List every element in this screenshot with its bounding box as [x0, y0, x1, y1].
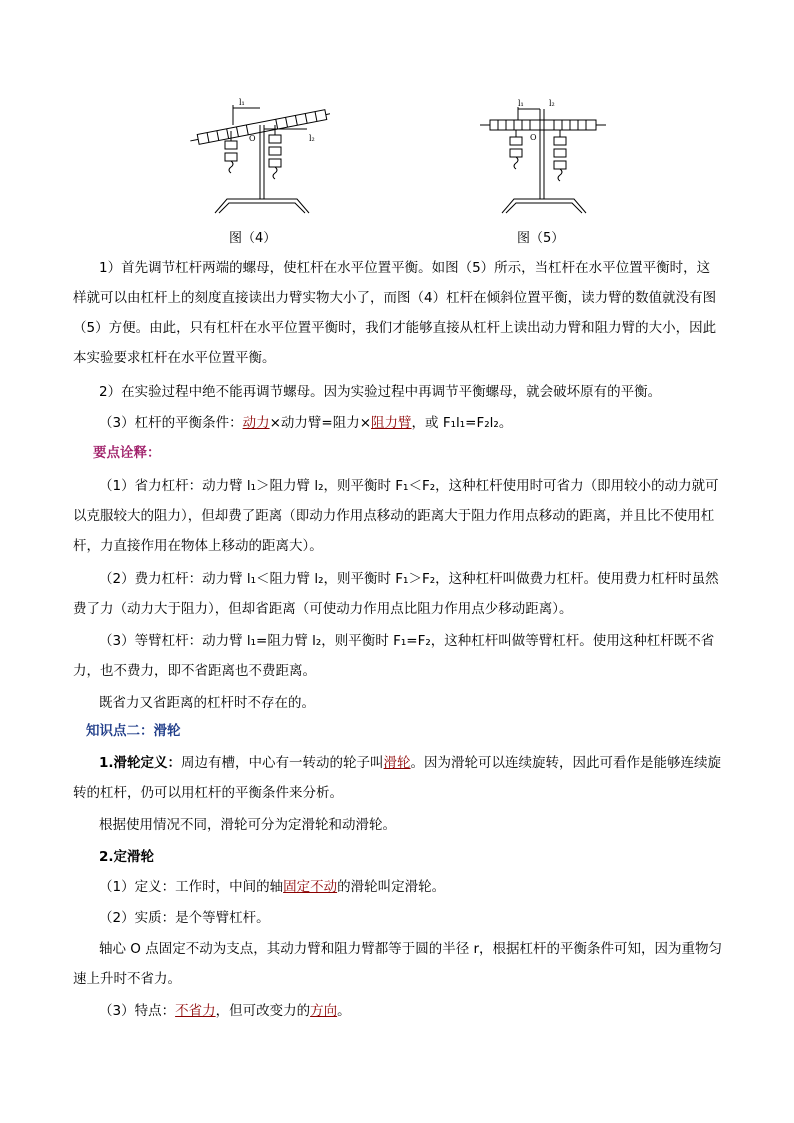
para-pulley-types: 根据使用情况不同，滑轮可分为定滑轮和动滑轮。 — [99, 817, 396, 833]
term-power: 动力 — [242, 415, 270, 431]
figure-4-caption: 图（4） — [229, 231, 277, 246]
term-fixed: 固定不动 — [283, 879, 338, 895]
term-direction: 方向 — [310, 1003, 338, 1019]
figure-4-tilted-lever — [185, 95, 330, 220]
fig4-l1-label: l₁ — [239, 98, 245, 107]
para-pulley-definition: 1.滑轮定义：周边有槽，中心有一转动的轮子叫滑轮。因为滑轮可以连续旋转，因此可看作是能够连续旋转的杠杆，仍可以用杠杆的平衡条件来分析。 — [73, 755, 722, 801]
heading-key-points: 要点诠释： — [93, 445, 161, 461]
para-no-perfect-lever: 既省力又省距离的杠杆时不存在的。 — [99, 695, 315, 711]
fig5-o-label: O — [530, 133, 537, 142]
fig4-l2-label: l₂ — [309, 134, 315, 143]
fig5-l2-label: l₂ — [549, 99, 555, 108]
fig5-l1-label: l₁ — [518, 99, 524, 108]
para-fixed-pulley-feature: （3）特点：不省力，但可改变力的方向。 — [99, 1003, 351, 1019]
para-effort-lever: （2）费力杠杆：动力臂 l₁＜阻力臂 l₂，则平衡时 F₁＞F₂，这种杠杆叫做费力杠杆。使用费力杠杆时虽然费了力（动力大于阻力），但却省距离（可使动力作用点比阻力作用点少移动距离）。 — [73, 571, 719, 617]
figure-5-caption: 图（5） — [517, 231, 565, 246]
para-labor-saving-lever: （1）省力杠杆：动力臂 l₁＞阻力臂 l₂，则平衡时 F₁＜F₂，这种杠杆使用时可省力（即用较小的动力就可以克服较大的阻力），但却费了距离（即动力作用点移动的距离大于阻力作用点移动的距离，并且比不使用杠杆，力直接作用在物体上移动的距离大）。 — [73, 478, 719, 554]
para-equal-arm-lever: （3）等臂杠杆：动力臂 l₁=阻力臂 l₂，则平衡时 F₁=F₂，这种杠杆叫做等臂杠杆。使用这种杠杆既不省力，也不费力，即不省距离也不费距离。 — [73, 633, 715, 679]
para-fixed-pulley-definition: （1）定义：工作时，中间的轴固定不动的滑轮叫定滑轮。 — [99, 879, 446, 895]
para-fixed-pulley-axis: 轴心 O 点固定不动为支点，其动力臂和阻力臂都等于圆的半径 r，根据杠杆的平衡条件可知，因为重物匀速上升时不省力。 — [73, 941, 723, 987]
para-fixed-pulley-essence: （2）实质：是个等臂杠杆。 — [99, 910, 270, 926]
heading-pulley: 知识点二：滑轮 — [86, 723, 181, 739]
term-pulley: 滑轮 — [383, 755, 411, 771]
heading-fixed-pulley: 2.定滑轮 — [99, 849, 155, 865]
fig4-o-label: O — [249, 134, 256, 143]
para-no-readjust: 2）在实验过程中绝不能再调节螺母。因为实验过程中再调节平衡螺母，就会破坏原有的平衡。 — [99, 384, 662, 400]
term-no-force-saving: 不省力 — [175, 1003, 216, 1019]
term-resistance-arm: 阻力臂 — [371, 415, 412, 431]
para-balance-condition: （3）杠杆的平衡条件：动力×动力臂=阻力×阻力臂，或 F₁l₁=F₂l₂。 — [99, 415, 513, 431]
para-adjust-nut: 1）首先调节杠杆两端的螺母，使杠杆在水平位置平衡。如图（5）所示，当杠杆在水平位置平衡时，这样就可以由杠杆上的刻度直接读出力臂实物大小了，而图（4）杠杆在倾斜位置平衡，读力臂的数值就没有图（5）方便。由此，只有杠杆在水平位置平衡时，我们才能够直接从杠杆上读出动力臂和阻力臂的大小，因此本实验要求杠杆在水平位置平衡。 — [73, 260, 717, 366]
figure-5-horizontal-lever — [478, 95, 608, 220]
